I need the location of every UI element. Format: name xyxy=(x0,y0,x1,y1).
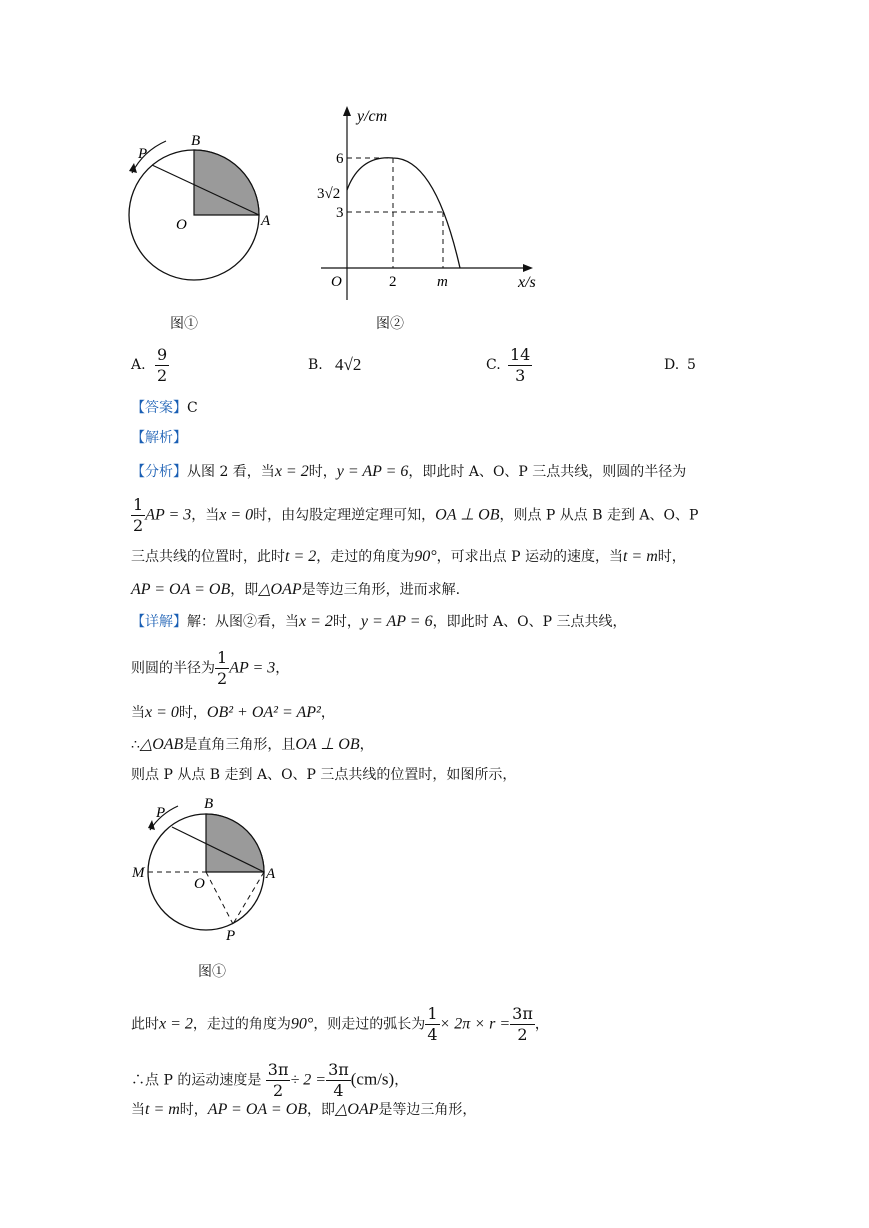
x-axis-label: x/s xyxy=(518,274,536,291)
tick-6: 6 xyxy=(336,151,344,167)
figure-2-graph xyxy=(305,100,550,310)
detail-line-4: ∴△OAB是直角三角形，且OA ⊥ OB， xyxy=(131,736,374,753)
y-axis-label: y/cm xyxy=(357,108,388,125)
analysis-line-3: 三点共线的位置时，此时t = 2，走过的角度为90°，可求出点 P 运动的速度，当t = m时， xyxy=(131,548,686,565)
label-B: B xyxy=(204,796,214,812)
label-A: A xyxy=(261,213,271,229)
option-b-value: 4√2 xyxy=(335,355,362,374)
analysis-tag: 【解析】 xyxy=(131,430,187,446)
tick-3: 3 xyxy=(336,205,344,221)
label-A: A xyxy=(266,866,276,882)
label-M: M xyxy=(132,865,145,881)
answer-tag: 【答案】 xyxy=(131,400,187,416)
label-O: O xyxy=(194,876,205,892)
label-P-bottom: P xyxy=(226,928,236,944)
answer-value: C xyxy=(187,400,198,416)
label-P: P xyxy=(138,146,148,162)
detail-line-7: ∴点 P 的运动速度是 $\frac{3\pi}{2}$ ÷ 2 = $\frac{3\pi}{4}$ (cm/s)， xyxy=(131,1060,409,1100)
option-b-label: B. xyxy=(308,357,323,373)
figure-1-circle xyxy=(120,125,280,295)
option-a-label: A. xyxy=(131,357,146,373)
origin-label: O xyxy=(331,274,342,290)
option-d-value: 5 xyxy=(687,357,696,373)
detail-line-6: 此时x = 2，走过的角度为90°，则走过的弧长为 $\frac{1}{4}$ × 2π × r = $\frac{3\pi}{2}$ ， xyxy=(131,1004,549,1044)
label-B: B xyxy=(191,133,201,149)
option-a-value: $\frac{9}{2}$ xyxy=(157,345,168,385)
option-c-value: $\frac{14}{3}$ xyxy=(510,345,531,385)
figure-2-caption: 图② xyxy=(376,316,404,332)
tick-m: m xyxy=(437,274,448,290)
tick-3root2: 3√2 xyxy=(317,186,341,202)
figure-3-circle xyxy=(128,792,278,977)
label-O: O xyxy=(176,217,187,233)
tick-2: 2 xyxy=(389,274,397,290)
detail-line-3: 当x = 0时，OB² + OA² = AP²， xyxy=(131,704,335,721)
analysis-line-2: $\frac{1}{2}$ AP = 3，当x = 0时，由勾股定理逆定理可知，OA ⊥ OB，则点 P 从点 B 走到 A、O、P xyxy=(133,495,699,535)
option-d-label: D. xyxy=(664,357,680,373)
answer-line xyxy=(131,398,198,418)
detail-line-1: 【详解】解：从图②看，当x = 2时，y = AP = 6，即此时 A、O、P 三点共线， xyxy=(131,613,627,630)
label-P-top: P xyxy=(156,805,166,821)
figure-1-caption: 图① xyxy=(170,316,198,332)
detail-line-5: 则点 P 从点 B 走到 A、O、P 三点共线的位置时，如图所示， xyxy=(131,767,517,783)
detail-line-8: 当t = m时，AP = OA = OB，即△OAP是等边三角形， xyxy=(131,1101,477,1118)
figure-3-caption: 图① xyxy=(198,964,226,980)
detail-line-2: 则圆的半径为 $\frac{1}{2}$ AP = 3， xyxy=(131,648,290,688)
analysis-line-1: 【分析】从图 2 看，当x = 2时，y = AP = 6，即此时 A、O、P 三点共线，则圆的半径为 xyxy=(131,463,687,480)
option-c-label: C. xyxy=(486,357,501,373)
analysis-line-4: AP = OA = OB，即△OAP是等边三角形，进而求解. xyxy=(131,581,461,598)
